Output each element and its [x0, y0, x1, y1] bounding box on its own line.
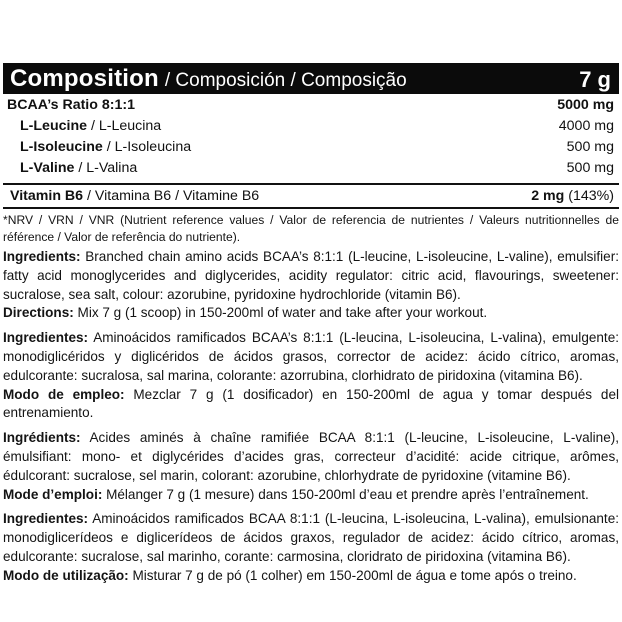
valine-row: [3, 158, 619, 179]
valine-name-rest: / L-Valina: [74, 160, 138, 176]
pt-ingredients-text: Aminoácidos ramificados BCAA 8:1:1 (L-leucina, L-isoleucina, L-valina), emulsionante: monodiglicerídeos e diglicerídeos de ácidos graxos, regulador de acidez: ácido cítrico, aromas, edulcorante: sucralose, sal marinho, corante: carmosina, cloridrato de piridoxina (vitamina B6).: [3, 511, 619, 564]
bcaa-row: [3, 95, 619, 116]
leucine-name: [20, 116, 161, 137]
leucine-name-rest: / L-Leucina: [87, 118, 162, 134]
es-ingredients: [3, 329, 619, 385]
isoleucine-name-bold: L-Isoleucine: [20, 139, 103, 155]
header-subtitle: / Composición / Composição: [164, 70, 407, 91]
vitamin-b6-row: [3, 183, 619, 209]
isoleucine-name: [20, 137, 191, 158]
leucine-row: [3, 116, 619, 137]
en-ingredients: [3, 248, 619, 304]
en-ingredients-text: Branched chain amino acids BCAA’s 8:1:1 (L-leucine, L-isoleucine, L-valine), emulsifier: fatty acid monoglycerides and diglycerides, acidity regulator: citric acid, flavourings, sweetener: sucralose, sea salt, colour: azorubine, pyridoxine hydrochloride (vitamin B6).: [3, 249, 619, 302]
vitamin-b6-amount: [531, 185, 614, 207]
leucine-name-bold: L-Leucine: [20, 118, 88, 134]
en-ingredients-label: Ingredients:: [3, 249, 81, 264]
pt-directions-text: Misturar 7 g de pó (1 colher) em 150-200ml de água e tome após o treino.: [128, 567, 577, 583]
fr-directions-text: Mélanger 7 g (1 mesure) dans 150-200ml d’eau et prendre après l’entraînement.: [102, 486, 589, 502]
valine-name-bold: L-Valine: [20, 160, 75, 176]
pt-directions: [3, 567, 619, 586]
fr-directions-label: Mode d’emploi:: [3, 486, 103, 502]
valine-name: [20, 158, 137, 179]
vitamin-b6-name-bold: Vitamin B6: [10, 188, 84, 204]
es-directions: [3, 386, 619, 424]
pt-ingredients-label: Ingredientes:: [3, 511, 89, 527]
fr-ingredients: [3, 429, 619, 485]
composition-header: [3, 63, 619, 94]
en-directions-label: Directions:: [3, 305, 74, 321]
en-directions: [3, 304, 619, 323]
bcaa-name: BCAA’s Ratio 8:1:1: [7, 97, 135, 113]
vitamin-b6-amount-bold: 2 mg: [531, 188, 565, 204]
nrv-note: *NRV / VRN / VNR (Nutrient reference values / Valor de referencia de nutrientes / Valeurs nutritionnelles de référence / Valor de referência do nutriente).: [3, 213, 619, 244]
pt-directions-label: Modo de utilização:: [3, 567, 129, 583]
es-directions-text: Mezclar 7 g (1 dosificador) en 150-200ml de agua y tomar después del entrenamiento.: [3, 386, 620, 421]
es-ingredients-label: Ingredientes:: [3, 330, 89, 346]
vitamin-b6-name: [10, 185, 259, 207]
isoleucine-name-rest: / L-Isoleucina: [102, 139, 192, 155]
isoleucine-amount: 500 mg: [566, 139, 614, 155]
leucine-amount: 4000 mg: [558, 118, 614, 134]
vitamin-b6-name-rest: / Vitamina B6 / Vitamine B6: [83, 188, 260, 204]
header-title: Composition: [10, 65, 159, 92]
fr-ingredients-label: Ingrédients:: [3, 430, 81, 446]
es-directions-label: Modo de empleo:: [3, 386, 125, 402]
isoleucine-row: [3, 137, 619, 158]
pt-ingredients: [3, 510, 619, 566]
es-ingredients-text: Aminoácidos ramificados BCAA’s 8:1:1 (L-leucina, L-isoleucina, L-valina), emulgente: monodiglicéridos y diglicéridos de ácidos grasos, corrector de acidez: ácido cítrico, aromas, edulcorante: sucralosa, sal marina, colorante: azorrubina, clorhidrato de piridoxina (vitamina B6).: [3, 330, 619, 383]
vitamin-b6-percent: (143%): [564, 188, 614, 204]
bcaa-amount: 5000 mg: [557, 97, 614, 113]
label-text-block: [3, 212, 619, 586]
en-directions-text: Mix 7 g (1 scoop) in 150-200ml of water and take after your workout.: [73, 305, 488, 321]
fr-ingredients-text: Acides aminés à chaîne ramifiée BCAA 8:1:1 (L-leucine, L-isoleucine, L-valine), émulsifiant: mono- et diglycérides d’acides gras, correcteur d’acidité: acide citrique, arômes, édulcorant: sucralose, sel marin, colorant: azorubine, chlorhydrate de pyridoxine (vitamine B6).: [3, 430, 619, 483]
fr-directions: [3, 486, 619, 505]
valine-amount: 500 mg: [566, 160, 614, 176]
serving-size: 7 g: [579, 67, 611, 92]
